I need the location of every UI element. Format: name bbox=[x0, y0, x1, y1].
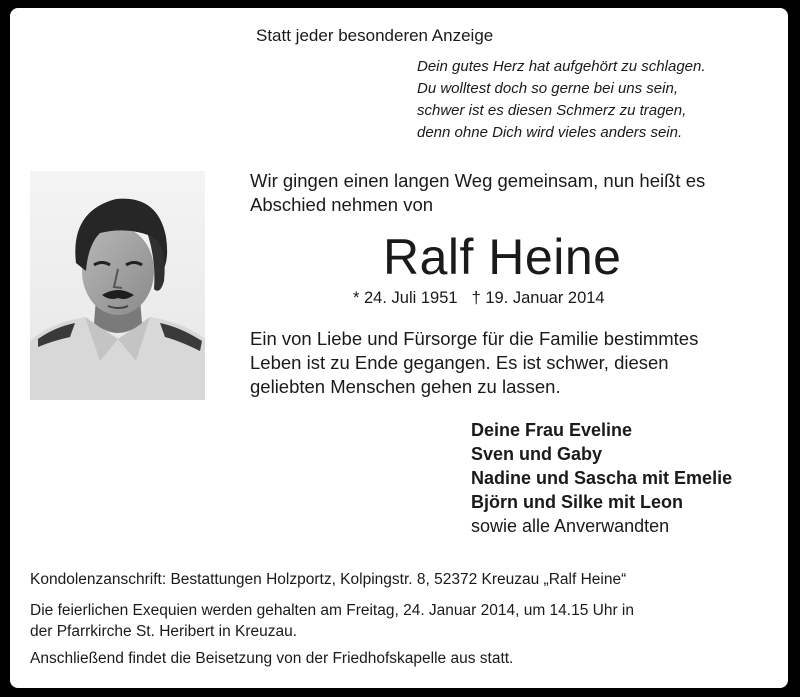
mourner: Sven und Gaby bbox=[471, 444, 603, 464]
poem bbox=[417, 56, 706, 144]
memorial-text bbox=[250, 327, 698, 399]
poem-line: Dein gutes Herz hat aufgehört zu schlagen. bbox=[417, 58, 706, 75]
life-dates bbox=[353, 289, 605, 308]
service-info bbox=[30, 600, 634, 642]
burial-info: Anschließend findet die Beisetzung von der Friedhofskapelle aus statt. bbox=[30, 650, 514, 667]
poem-line: schwer ist es diesen Schmerz zu tragen, bbox=[417, 102, 687, 119]
poem-line: denn ohne Dich wird vieles anders sein. bbox=[417, 124, 683, 141]
lead-line: Abschied nehmen von bbox=[250, 194, 434, 215]
deceased-name: Ralf Heine bbox=[383, 229, 622, 285]
mourner: Deine Frau Eveline bbox=[471, 420, 633, 440]
obituary-notice bbox=[10, 8, 788, 688]
memorial-line: Leben ist zu Ende gegangen. Es ist schwer, diesen bbox=[250, 352, 669, 373]
death-date: † 19. Januar 2014 bbox=[471, 289, 605, 307]
mourner: Björn und Silke mit Leon bbox=[471, 492, 684, 512]
lead-line: Wir gingen einen langen Weg gemeinsam, nun heißt es bbox=[250, 170, 706, 191]
memorial-line: geliebten Menschen gehen zu lassen. bbox=[250, 376, 561, 397]
service-line: der Pfarrkirche St. Heribert in Kreuzau. bbox=[30, 623, 298, 640]
portrait-photo bbox=[30, 171, 205, 400]
service-line: Die feierlichen Exequien werden gehalten am Freitag, 24. Januar 2014, um 14.15 Uhr in bbox=[30, 602, 635, 619]
poem-line: Du wolltest doch so gerne bei uns sein, bbox=[417, 80, 678, 97]
mourners-list bbox=[471, 418, 732, 538]
birth-date: * 24. Juli 1951 bbox=[353, 289, 458, 307]
relatives-line: sowie alle Anverwandten bbox=[471, 516, 670, 536]
memorial-line: Ein von Liebe und Fürsorge für die Familie bestimmtes bbox=[250, 328, 699, 349]
condolence-address: Kondolenzanschrift: Bestattungen Holzportz, Kolpingstr. 8, 52372 Kreuzau „Ralf Heine“ bbox=[30, 571, 627, 588]
lead-text bbox=[250, 169, 705, 217]
intro-line: Statt jeder besonderen Anzeige bbox=[256, 26, 494, 45]
mourner: Nadine und Sascha mit Emelie bbox=[471, 468, 733, 488]
